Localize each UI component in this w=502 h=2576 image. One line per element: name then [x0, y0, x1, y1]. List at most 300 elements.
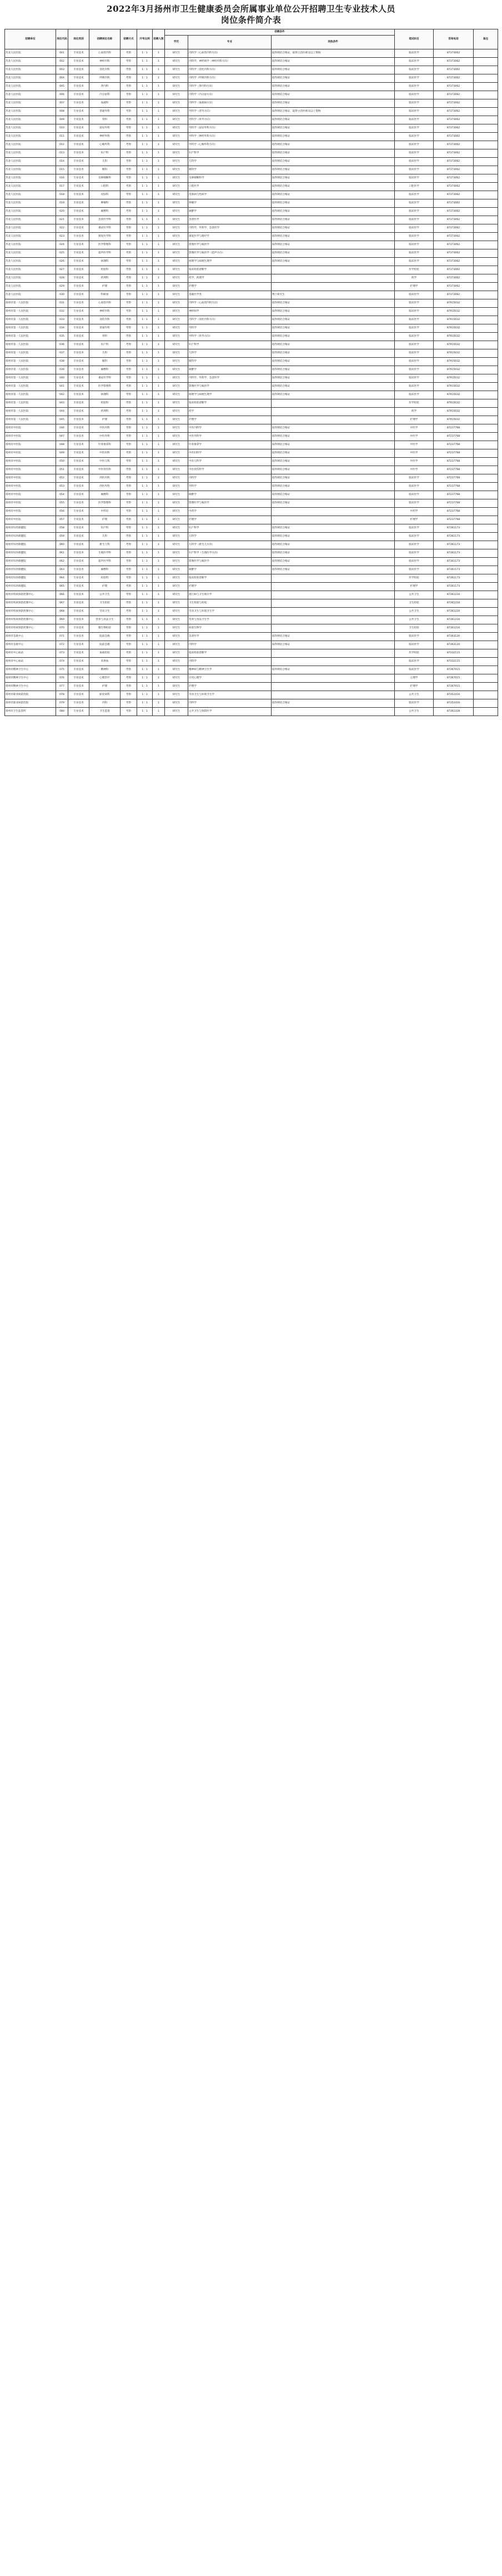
cell-code: 016: [56, 174, 68, 183]
cell-ratio: 1：1: [137, 58, 153, 66]
cell-ratio: 1：1: [137, 191, 153, 199]
cell-ratio: 1：1: [137, 616, 153, 624]
cell-method: 考察: [121, 258, 137, 266]
cell-exam: 医学检验: [395, 574, 434, 583]
cell-remark: [474, 591, 498, 599]
cell-remark: [474, 408, 498, 416]
table-row: [5, 216, 498, 224]
cell-remark: [474, 299, 498, 308]
cell-phone: 87373062: [434, 216, 474, 224]
cell-major: 内科学（消化内科方向）: [188, 316, 272, 324]
cell-other: [272, 599, 395, 608]
cell-count: 1: [153, 66, 165, 74]
cell-unit: 扬州市妇幼保健院: [5, 566, 56, 574]
cell-count: 1: [153, 341, 165, 349]
cell-code: 065: [56, 583, 68, 591]
cell-remark: [474, 674, 498, 683]
cell-phone: 87361173: [434, 574, 474, 583]
header-exam: 笔试科目: [395, 29, 434, 49]
cell-ratio: 1：1: [137, 174, 153, 183]
cell-phone: 87373062: [434, 66, 474, 74]
cell-post-type: 专业技术: [68, 91, 89, 99]
cell-method: 考察: [121, 158, 137, 166]
cell-post-type: 专业技术: [68, 341, 89, 349]
cell-phone: 87237768: [434, 474, 474, 483]
cell-unit: 扬州市第一人民医院: [5, 408, 56, 416]
cell-other: 取得规培合格证，取得主治医师及以上资格: [272, 108, 395, 116]
table-row: [5, 599, 498, 608]
cell-post-type: 专业技术: [68, 291, 89, 299]
cell-unit: 扬州市第一人民医院: [5, 333, 56, 341]
cell-post-type: 专业技术: [68, 491, 89, 499]
cell-major: 基础医学类: [188, 291, 272, 299]
cell-code: 077: [56, 683, 68, 691]
cell-code: 049: [56, 449, 68, 458]
cell-count: 1: [153, 399, 165, 408]
cell-exam: 临床医学: [395, 391, 434, 399]
cell-major: 急诊医学: [188, 216, 272, 224]
table-row: [5, 383, 498, 391]
cell-post-type: 专业技术: [68, 691, 89, 699]
cell-method: 考察: [121, 241, 137, 249]
cell-remark: [474, 199, 498, 208]
cell-phone: 87361328: [434, 708, 474, 716]
cell-education: 研究生: [165, 474, 188, 483]
cell-phone: 87361173: [434, 583, 474, 591]
table-row: [5, 558, 498, 566]
cell-other: [272, 624, 395, 633]
cell-education: 研究生: [165, 124, 188, 133]
cell-unit: 扬州市妇幼保健院: [5, 574, 56, 583]
cell-count: 1: [153, 491, 165, 499]
cell-other: 取得规培合格证: [272, 149, 395, 158]
cell-exam: 护理学: [395, 416, 434, 424]
cell-method: 考察: [121, 641, 137, 649]
cell-unit: 苏北人民医院: [5, 174, 56, 183]
cell-education: 研究生: [165, 141, 188, 149]
cell-remark: [474, 183, 498, 191]
cell-count: 1: [153, 583, 165, 591]
cell-ratio: 1：1: [137, 649, 153, 658]
cell-remark: [474, 224, 498, 233]
cell-major: 影像医学与核医学: [188, 499, 272, 508]
cell-count: 1: [153, 183, 165, 191]
cell-ratio: 1：1: [137, 533, 153, 541]
table-row: [5, 141, 498, 149]
cell-unit: 苏北人民医院: [5, 133, 56, 141]
cell-ratio: 1：1: [137, 141, 153, 149]
cell-unit: 扬州市第一人民医院: [5, 308, 56, 316]
cell-exam: 临床医学: [395, 233, 434, 241]
cell-phone: 87352416: [434, 691, 474, 699]
cell-unit: 扬州市妇幼保健院: [5, 549, 56, 558]
cell-post-name: 护理: [89, 516, 121, 524]
cell-major: 流行病与卫生统计学: [188, 591, 272, 599]
cell-ratio: 1：1: [137, 424, 153, 433]
cell-post-type: 专业技术: [68, 549, 89, 558]
cell-other: 取得规培合格证: [272, 349, 395, 358]
cell-post-type: 专业技术: [68, 641, 89, 649]
cell-count: 1: [153, 199, 165, 208]
cell-phone: 87915032: [434, 299, 474, 308]
cell-ratio: 1：1: [137, 433, 153, 441]
cell-post-name: 护理: [89, 683, 121, 691]
cell-ratio: 1：1: [137, 74, 153, 83]
cell-count: 1: [153, 408, 165, 416]
cell-other: 取得规培合格证: [272, 449, 395, 458]
cell-count: 1: [153, 116, 165, 124]
table-row: [5, 299, 498, 308]
cell-education: 研究生: [165, 599, 188, 608]
cell-major: 急诊医学: [188, 633, 272, 641]
cell-ratio: 1：1: [137, 291, 153, 299]
cell-method: 考察: [121, 599, 137, 608]
cell-major: 康复医学与理疗学: [188, 233, 272, 241]
cell-count: 1: [153, 149, 165, 158]
cell-method: 考察: [121, 391, 137, 399]
cell-method: 考察: [121, 333, 137, 341]
cell-major: 肿瘤学: [188, 199, 272, 208]
cell-education: 研究生: [165, 241, 188, 249]
cell-other: 取得规培合格证: [272, 166, 395, 174]
cell-remark: [474, 566, 498, 574]
cell-post-type: 专业技术: [68, 574, 89, 583]
cell-code: 013: [56, 149, 68, 158]
cell-ratio: 1：1: [137, 624, 153, 633]
cell-remark: [474, 624, 498, 633]
cell-post-type: 专业技术: [68, 249, 89, 258]
cell-remark: [474, 74, 498, 83]
cell-post-name: 采供血: [89, 658, 121, 666]
table-row: [5, 608, 498, 616]
cell-phone: 87915032: [434, 383, 474, 391]
cell-ratio: 1：1: [137, 566, 153, 574]
cell-code: 054: [56, 491, 68, 499]
cell-count: 1: [153, 283, 165, 291]
cell-major: 外科学: [188, 483, 272, 491]
cell-post-type: 专业技术: [68, 124, 89, 133]
cell-exam: 临床医学: [395, 366, 434, 374]
recruitment-table: [4, 29, 498, 716]
cell-post-type: 专业技术: [68, 83, 89, 91]
cell-method: 考察: [121, 483, 137, 491]
cell-method: 考察: [121, 633, 137, 641]
cell-unit: 扬州市妇幼保健院: [5, 533, 56, 541]
cell-major: 内科学: [188, 474, 272, 483]
cell-code: 037: [56, 349, 68, 358]
cell-major: 临床检验诊断学: [188, 574, 272, 583]
cell-method: 考察: [121, 99, 137, 108]
cell-exam: 临床医学: [395, 83, 434, 91]
cell-post-type: 专业技术: [68, 324, 89, 333]
cell-exam: 卫生检验: [395, 624, 434, 633]
cell-exam: 药学: [395, 274, 434, 283]
cell-ratio: 1：1: [137, 491, 153, 499]
cell-post-name: 院前急救: [89, 633, 121, 641]
cell-exam: 临床医学: [395, 641, 434, 649]
cell-ratio: 1：1: [137, 374, 153, 383]
cell-post-name: 皮肤科: [89, 191, 121, 199]
cell-exam: 公共卫生: [395, 591, 434, 599]
table-row: [5, 649, 498, 658]
cell-method: 考察: [121, 166, 137, 174]
header-ratio: 开考比例: [137, 29, 153, 49]
table-row: [5, 316, 498, 324]
table-row: [5, 666, 498, 674]
cell-ratio: 1：1: [137, 66, 153, 74]
cell-other: 取得规培合格证: [272, 633, 395, 641]
table-row: [5, 508, 498, 516]
cell-phone: 87373062: [434, 116, 474, 124]
table-row: [5, 399, 498, 408]
cell-unit: 扬州市疾病预防控制中心: [5, 616, 56, 624]
cell-ratio: 1：1: [137, 333, 153, 341]
cell-major: 神经病学: [188, 308, 272, 316]
cell-method: 考察: [121, 541, 137, 549]
cell-ratio: 1：1: [137, 208, 153, 216]
cell-ratio: 1：1: [137, 383, 153, 391]
cell-count: 1: [153, 133, 165, 141]
cell-remark: [474, 683, 498, 691]
cell-unit: 扬州市精神卫生中心: [5, 674, 56, 683]
cell-post-type: 专业技术: [68, 499, 89, 508]
cell-method: 考察: [121, 449, 137, 458]
cell-unit: 扬州市急救中心: [5, 633, 56, 641]
header-education: 学历: [165, 36, 188, 49]
table-row: [5, 491, 498, 499]
cell-remark: [474, 708, 498, 716]
cell-major: 皮肤病与性病学: [188, 191, 272, 199]
cell-remark: [474, 216, 498, 224]
cell-exam: 临床医学: [395, 524, 434, 533]
table-row: [5, 258, 498, 266]
cell-post-name: 康复医学科: [89, 233, 121, 241]
cell-method: 考察: [121, 308, 137, 316]
cell-education: 研究生: [165, 491, 188, 499]
cell-phone: 87373062: [434, 108, 474, 116]
cell-other: 取得规培合格证: [272, 91, 395, 99]
cell-count: 1: [153, 641, 165, 649]
cell-post-name: 神经内科: [89, 308, 121, 316]
cell-remark: [474, 341, 498, 349]
cell-count: 1: [153, 666, 165, 674]
cell-ratio: 1：1: [137, 116, 153, 124]
cell-other: 取得规培合格证: [272, 433, 395, 441]
cell-exam: 临床医学: [395, 258, 434, 266]
cell-major: 影像医学与核医学: [188, 558, 272, 566]
cell-education: 研究生: [165, 316, 188, 324]
cell-phone: 87237768: [434, 441, 474, 449]
cell-exam: 临床医学: [395, 141, 434, 149]
cell-phone: 87915032: [434, 349, 474, 358]
cell-other: 取得规培合格证: [272, 191, 395, 199]
table-row: [5, 691, 498, 699]
cell-unit: 扬州市精神卫生中心: [5, 683, 56, 691]
cell-code: 015: [56, 166, 68, 174]
cell-post-name: 眼科: [89, 358, 121, 366]
cell-other: 取得规培合格证: [272, 474, 395, 483]
cell-ratio: 1：1: [137, 158, 153, 166]
cell-ratio: 1：1: [137, 499, 153, 508]
cell-post-type: 专业技术: [68, 624, 89, 633]
cell-remark: [474, 58, 498, 66]
cell-education: 研究生: [165, 149, 188, 158]
cell-phone: 87915032: [434, 366, 474, 374]
cell-major: 耳鼻咽喉科学: [188, 174, 272, 183]
cell-unit: 扬州市急救中心: [5, 641, 56, 649]
cell-ratio: 1：1: [137, 299, 153, 308]
cell-remark: [474, 66, 498, 74]
cell-code: 025: [56, 249, 68, 258]
cell-exam: 中药学: [395, 508, 434, 516]
cell-post-name: 西医外科: [89, 483, 121, 491]
cell-count: 1: [153, 558, 165, 566]
cell-major: 内科学（心血管内科方向）: [188, 299, 272, 308]
cell-education: 研究生: [165, 383, 188, 391]
cell-remark: [474, 666, 498, 674]
cell-post-type: 专业技术: [68, 66, 89, 74]
table-row: [5, 341, 498, 349]
header-method: 招聘方式: [121, 29, 137, 49]
cell-major: 护理学: [188, 416, 272, 424]
cell-count: 1: [153, 233, 165, 241]
cell-major: 内科学、外科学、急诊医学: [188, 224, 272, 233]
cell-major: 卫生检验与检疫: [188, 599, 272, 608]
cell-exam: 临床医学: [395, 291, 434, 299]
cell-count: 1: [153, 541, 165, 549]
table-row: [5, 591, 498, 599]
cell-phone: 87373062: [434, 49, 474, 58]
cell-exam: 临床医学: [395, 133, 434, 141]
cell-count: 1: [153, 74, 165, 83]
cell-exam: 护理学: [395, 516, 434, 524]
cell-exam: 临床医学: [395, 208, 434, 216]
cell-method: 考察: [121, 141, 137, 149]
table-row: [5, 291, 498, 299]
cell-other: 取得规培合格证: [272, 483, 395, 491]
cell-remark: [474, 266, 498, 274]
cell-remark: [474, 399, 498, 408]
cell-method: 考察: [121, 699, 137, 708]
cell-method: 考察: [121, 549, 137, 558]
cell-post-type: 专业技术: [68, 683, 89, 691]
cell-unit: 扬州市中医院: [5, 424, 56, 433]
cell-post-type: 专业技术: [68, 474, 89, 483]
cell-ratio: 1：1: [137, 666, 153, 674]
cell-education: 研究生: [165, 66, 188, 74]
cell-exam: 护理学: [395, 683, 434, 691]
table-row: [5, 641, 498, 649]
cell-major: 药学: [188, 408, 272, 416]
cell-count: 1: [153, 191, 165, 199]
cell-phone: 87361173: [434, 549, 474, 558]
cell-exam: 中医学: [395, 424, 434, 433]
cell-remark: [474, 191, 498, 199]
cell-code: 017: [56, 183, 68, 191]
cell-education: 研究生: [165, 674, 188, 683]
cell-phone: 87373062: [434, 224, 474, 233]
cell-other: [272, 674, 395, 683]
cell-unit: 苏北人民医院: [5, 83, 56, 91]
cell-remark: [474, 258, 498, 266]
cell-code: 062: [56, 558, 68, 566]
cell-post-type: 专业技术: [68, 308, 89, 316]
cell-post-name: 眼科: [89, 166, 121, 174]
cell-major: 临床检验诊断学: [188, 266, 272, 274]
cell-major: 内科学、神经病学（神经内科方向）: [188, 58, 272, 66]
cell-unit: 扬州市第一人民医院: [5, 391, 56, 399]
cell-method: 考察: [121, 683, 137, 691]
cell-other: [272, 516, 395, 524]
cell-post-type: 专业技术: [68, 208, 89, 216]
cell-ratio: 1：1: [137, 458, 153, 466]
header-other: 其他条件: [272, 36, 395, 49]
cell-remark: [474, 691, 498, 699]
cell-phone: 87373062: [434, 291, 474, 299]
table-row: [5, 108, 498, 116]
cell-code: 069: [56, 616, 68, 624]
cell-remark: [474, 208, 498, 216]
cell-remark: [474, 158, 498, 166]
cell-method: 考察: [121, 583, 137, 591]
cell-post-type: 专业技术: [68, 466, 89, 474]
cell-phone: 87373062: [434, 124, 474, 133]
cell-phone: 87237768: [434, 491, 474, 499]
cell-exam: 临床医学: [395, 174, 434, 183]
cell-education: 研究生: [165, 299, 188, 308]
cell-method: 考察: [121, 608, 137, 616]
cell-ratio: 1：1: [137, 216, 153, 224]
cell-other: [272, 608, 395, 616]
cell-phone: 87915032: [434, 308, 474, 316]
table-row: [5, 474, 498, 483]
title-block: [4, 3, 498, 26]
cell-code: 050: [56, 458, 68, 466]
cell-method: 考察: [121, 383, 137, 391]
cell-post-type: 专业技术: [68, 116, 89, 124]
cell-code: 023: [56, 233, 68, 241]
cell-other: 取得规培合格证: [272, 441, 395, 449]
cell-unit: 扬州市中医院: [5, 499, 56, 508]
cell-code: 052: [56, 474, 68, 483]
cell-ratio: 1：1: [137, 699, 153, 708]
cell-post-type: 专业技术: [68, 174, 89, 183]
cell-post-name: 精神科: [89, 666, 121, 674]
cell-method: 考察: [121, 108, 137, 116]
cell-ratio: 1：1: [137, 466, 153, 474]
cell-post-type: 专业技术: [68, 99, 89, 108]
cell-other: 取得规培合格证: [272, 216, 395, 224]
cell-other: [272, 266, 395, 274]
cell-ratio: 1：1: [137, 249, 153, 258]
cell-post-type: 专业技术: [68, 441, 89, 449]
cell-major: 劳动卫生与环境卫生学: [188, 691, 272, 699]
cell-post-name: 神经外科: [89, 133, 121, 141]
cell-unit: 苏北人民医院: [5, 216, 56, 224]
cell-unit: 苏北人民医院: [5, 283, 56, 291]
cell-ratio: 1：1: [137, 474, 153, 483]
cell-exam: 临床医学: [395, 341, 434, 349]
cell-unit: 扬州市中医院: [5, 516, 56, 524]
cell-major: 妇产科学: [188, 524, 272, 533]
cell-remark: [474, 599, 498, 608]
cell-method: 考察: [121, 91, 137, 99]
cell-post-name: 病理科: [89, 391, 121, 399]
cell-ratio: 1：1: [137, 166, 153, 174]
cell-phone: 87361216: [434, 608, 474, 616]
cell-ratio: 1：1: [137, 199, 153, 208]
cell-other: 取得规培合格证: [272, 499, 395, 508]
